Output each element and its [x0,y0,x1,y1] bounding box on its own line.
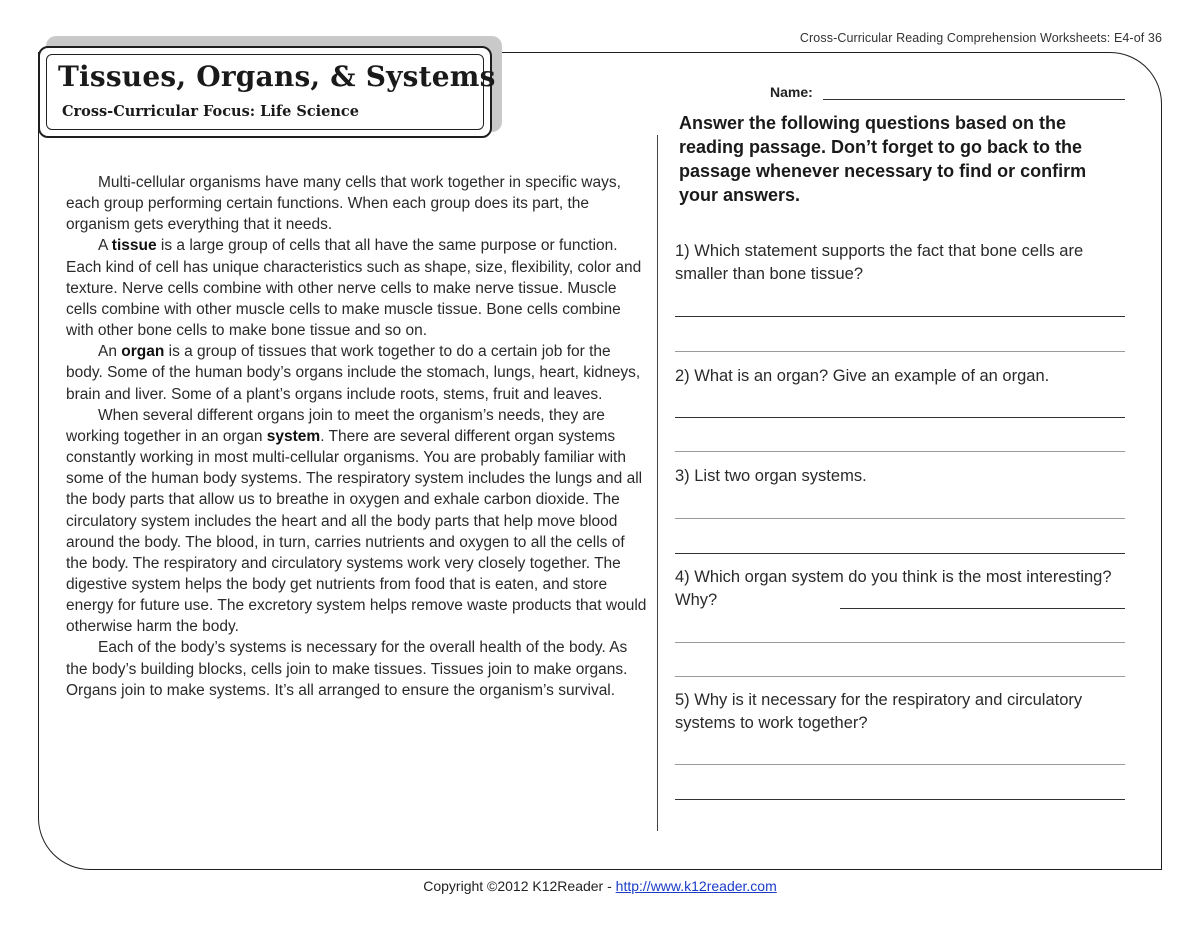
question-4: 4) Which organ system do you think is the most interesting? Why? [675,568,1112,609]
passage-paragraph: Each of the body’s systems is necessary for the overall health of the body. As the body’s building blocks, cells join to make tissues. Tissues join to make organs. Organs join to make systems. It’s all arranged to ensure the organism’s survival. [66,639,628,699]
answer-line-4b[interactable] [675,676,1125,677]
answer-line-3a[interactable] [675,518,1125,519]
answer-line-3b[interactable] [675,553,1125,554]
question-5: 5) Why is it necessary for the respiratory and circulatory systems to work together? [675,691,1083,732]
copyright-text: Copyright ©2012 K12Reader - [423,878,616,894]
instructions: Answer the following questions based on the reading passage. Don’t forget to go back to the passage whenever necessary to find or confirm your answers. [679,113,1087,205]
answer-line-4a[interactable] [675,642,1125,643]
passage-paragraph: When several different organs join to meet the organism’s needs, they are working together in an organ system. There are several different organ systems constantly working in most multi-cellular organisms. You are probably familiar with some of the human body systems. The respiratory system includes the lungs and all the body parts that allow us to breathe in oxygen and exhale carbon dioxide. The circulatory system includes the heart and all the body parts that help move blood around the body. The blood, in turn, carries nutrients and oxygen to all the cells of the body. The respiratory and circulatory systems work very closely together. The digestive system helps the body get nutrients from food that is eaten, and store energy for future use. The excretory system helps remove waste products that would otherwise harm the body. [66,406,647,636]
answer-line-2b[interactable] [675,451,1125,452]
answer-line-5b[interactable] [675,799,1125,800]
key-term-system: system [266,427,321,445]
worksheet-reference: Cross-Curricular Reading Comprehension Worksheets: E4-of 36 [799,31,1162,45]
footer [0,878,1200,894]
worksheet-title: Tissues, Organs, & Systems [58,60,496,93]
question-2: 2) What is an organ? Give an example of an organ. [675,367,1050,385]
column-divider [657,135,658,831]
worksheet-subtitle: Cross-Curricular Focus: Life Science [62,103,359,120]
answer-line-1a[interactable] [675,316,1125,317]
key-term-organ: organ [121,343,165,361]
passage-paragraph: An organ is a group of tissues that work together to do a certain job for the body. Some of the human body’s organs include the stomach, lungs, heart, kidneys, brain and liver. Some of a plant’s organs include roots, stems, fruit and leaves. [66,343,641,403]
passage-paragraph: A tissue is a large group of cells that all have the same purpose or function. Each kind of cell has unique characteristics such as shape, size, flexibility, color and texture. Nerve cells combine with other nerve cells to make nerve tissue. Muscle cells combine with other muscle cells to make muscle tissue. Bone cells combine with other bone cells to make bone tissue and so on. [66,237,642,340]
passage-paragraph: Multi-cellular organisms have many cells that work together in specific ways, each group performing certain functions. When each group does its part, the organism gets everything that it needs. [66,174,621,234]
name-field-line[interactable] [823,99,1125,100]
k12reader-link[interactable]: http://www.k12reader.com [615,878,777,894]
answer-line-2a[interactable] [675,417,1125,418]
answer-line-1b[interactable] [675,351,1125,352]
reading-passage [66,172,648,701]
answer-line-5a[interactable] [675,764,1125,765]
answer-line-4-inline[interactable] [840,608,1125,609]
name-label: Name: [770,84,813,100]
question-3: 3) List two organ systems. [675,467,867,485]
question-1: 1) Which statement supports the fact that bone cells are smaller than bone tissue? [675,242,1084,283]
key-term-tissue: tissue [111,237,157,255]
